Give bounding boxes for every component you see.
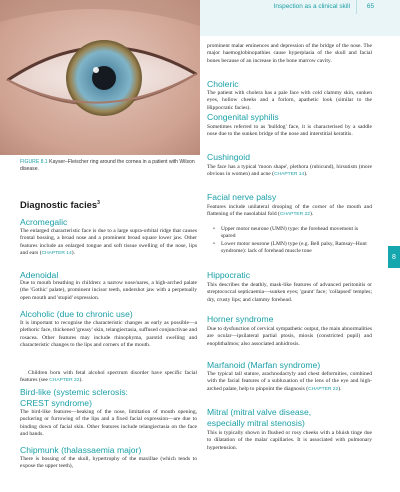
para-adenoidal: Due to mouth breathing in children: a narrow nose/nares, a high-arched palate (the 'Gothic' palate), prominent incisor teeth, undershot jaw with a perpetually open mouth and 'stupid' expression. [20,280,197,301]
facial-nerve-palsy-list [207,226,372,255]
subheading-cushingoid: Cushingoid [207,152,250,162]
figure-caption-text: Kayser–Fleischer ring around the cornea in a patient with Wilson disease. [20,159,195,172]
eye-illustration [0,0,200,155]
figure-caption [20,159,195,172]
figure-eye-photo [0,0,200,155]
subheading-acromegalic: Acromegalic [20,217,68,227]
xref-chapter[interactable]: CHAPTER 22 [279,212,311,218]
para-chipmunk: There is bossing of the skull, hypertrophy of the maxillae (which tends to expose the upper teeth), [20,456,197,470]
subheading-bird-like: Bird-like (systemic sclerosis: CREST syndrome) [20,387,128,408]
running-header: Inspection as a clinical skill [273,3,350,10]
para-acromegalic: The enlarged characteristic face is due to a large supra-orbital ridge that causes frontal bossing, a broad nose and a prominent broad square lower jaw. Other features include an enlarged tongue and soft tissue swelling of the nose, lips and ears (CHAPTER 14). [20,228,197,256]
para-facial-nerve-palsy: Features include unilateral drooping of the corner of the mouth and flattening of the nasolabial fold (CHAPTER 22). [207,204,372,218]
list-item: • Upper motor neurone (UMN) type: the forehead movement is spared [207,226,372,241]
para-choleric: The patient with cholera has a pale face with cold clammy skin, sunken eyes, hollow cheeks and a forlorn, apathetic look (similar to the Hippocratic facies). [207,90,372,111]
para-marfanoid: The typical tall stature, arachnodactyly and chest deformities, combined with the facial features of a subluxation of the lens of the eye and high-arched palate, help to pinpoint the diagnosis (CHAPTER 22). [207,371,372,392]
figure-label: FIGURE 8.1 [20,159,48,165]
xref-chapter[interactable]: CHAPTER 14 [274,172,305,178]
subheading-marfanoid: Marfanoid (Marfan syndrome) [207,360,321,370]
para-hippocratic: This describes the deathly, mask-like features of advanced peritonitis or streptococcal septicaemia—sunken eyes; 'gaunt' face; 'collapsed' temples; dry, crusty lips; and clammy forehead. [207,282,372,303]
subheading-hippocratic: Hippocratic [207,270,250,280]
subheading-adenoidal: Adenoidal [20,270,59,280]
para-congenital-syphilis: Sometimes referred to as 'bulldog' face, it is characterised by a saddle nose due to the sunken bridge of the nose and interstitial keratitis. [207,124,372,138]
header-divider [356,0,357,14]
xref-chapter[interactable]: CHAPTER 22 [49,378,80,384]
subheading-alcoholic: Alcoholic (due to chronic use) [20,309,133,319]
para-cushingoid: The face has a typical 'moon shape', plethora (rubicund), hirsutism (more obvious in women) and acne (CHAPTER 14). [207,164,372,178]
subheading-horner-syndrome: Horner syndrome [207,314,274,324]
xref-chapter[interactable]: CHAPTER 22 [308,386,339,392]
list-item: • Lower motor neurone (LMN) type (e.g. Bell palsy, Ramsay–Hunt syndrome): lack of forehead muscle tone [207,241,372,256]
subheading-facial-nerve-palsy: Facial nerve palsy [207,192,277,202]
subheading-chipmunk: Chipmunk (thalassaemia major) [20,445,142,455]
chapter-thumb-tab: 8 [388,246,400,268]
xref-chapter[interactable]: CHAPTER 14 [41,250,72,256]
para-chipmunk-continued: prominent malar eminences and depression of the bridge of the nose. The major haemoglobinopathies cause hyperplasia of the skull and facial bones because of an increase in the bone marrow cavity. [207,43,372,64]
para-alcoholic-children: Children born with fetal alcohol spectrum disorder have specific facial features (see CHAPTER 22). [20,370,197,384]
subheading-mitral: Mitral (mitral valve disease, especially mitral stenosis) [207,407,312,428]
para-bird-like: The bird-like features—beaking of the nose, limitation of mouth opening, puckering or furrowing of the lips and a fixed facial expression—are due to binding down of facial skin. Other features include telangiectasia on the face and hands. [20,409,197,437]
subheading-congenital-syphilis: Congenital syphilis [207,112,279,122]
para-alcoholic: It is important to recognise the characteristic changes as early as possible—a plethoric face, thickened 'greasy' skin, telangiectasia, suffused conjunctivae and rosacea. Other features may include rhinophyma, parotid swelling and characteristic changes to the lips and corners of the mouth. [20,320,197,348]
page-number: 65 [366,3,374,10]
section-heading-diagnostic-facies: Diagnostic facies$^3$ [20,199,100,210]
subheading-choleric: Choleric [207,79,239,89]
para-mitral: This is typically shown in flushed or rosy cheeks with a bluish tinge due to dilatation of the malar capillaries. It is associated with pulmonary hypertension. [207,430,372,451]
para-horner-syndrome: Due to dysfunction of cervical sympathetic output, the main abnormalities are ocular—ipsilateral partial ptosis, miosis (constricted pupil) and enophthalmos; also associated anhidrosis. [207,326,372,347]
